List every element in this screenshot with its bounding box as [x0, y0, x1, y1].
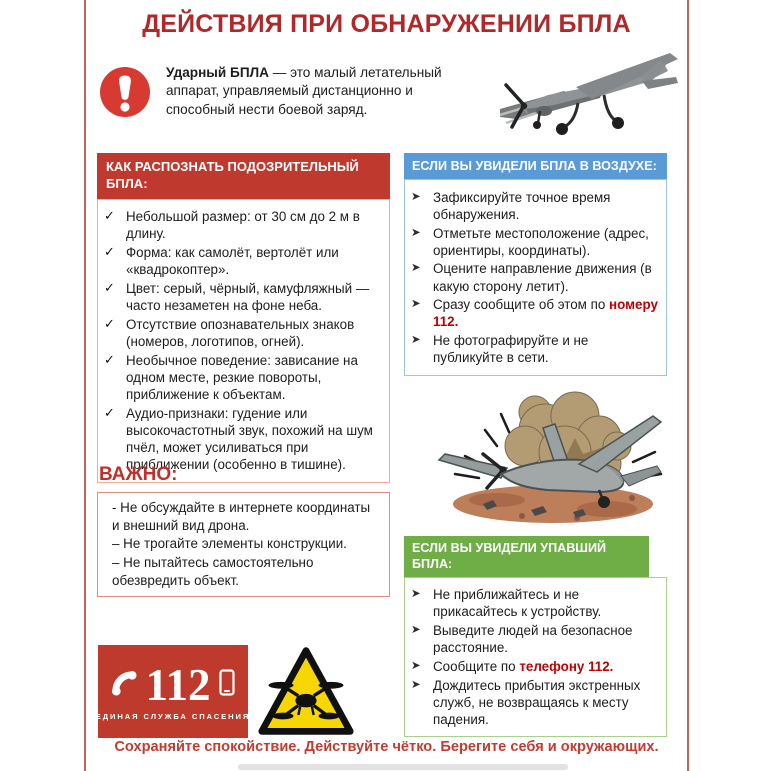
- list-item-text: Отметьте местоположение (адрес, ориентиры, координаты).: [433, 225, 649, 258]
- list-item: [411, 225, 660, 259]
- drone-warning-triangle-sign: [256, 644, 356, 738]
- check-icon: ✓: [104, 404, 115, 420]
- arrowhead-bullet-icon: ➤: [411, 262, 421, 275]
- list-item: [411, 677, 660, 728]
- list-item-text: – Не пытайтесь самостоятельно обезвредить объект.: [112, 554, 314, 588]
- arrowhead-bullet-icon: ➤: [411, 678, 421, 691]
- list-item-text: Выведите людей на безопасное расстояние.: [433, 623, 633, 656]
- list-item: [104, 405, 383, 474]
- arrowhead-bullet-icon: ➤: [411, 298, 421, 311]
- section-uav-fallen: [404, 536, 667, 737]
- list-item-text: Цвет: серый, чёрный, камуфляжный — часто незаметен на фоне неба.: [126, 280, 370, 314]
- page-title: ДЕЙСТВИЯ ПРИ ОБНАРУЖЕНИИ БПЛА: [142, 10, 631, 38]
- list-item-text: Зафиксируйте точное время обнаружения.: [433, 189, 611, 223]
- list-item-text: Аудио-признаки: гудение или высокочастотный звук, похожий на шум пчёл, может усиливаться при приближении (особенно в тишине).: [126, 405, 373, 472]
- arrowhead-bullet-icon: ➤: [411, 624, 421, 637]
- section-uav-fallen-header: ЕСЛИ ВЫ УВИДЕЛИ УПАВШИЙ БПЛА:: [404, 536, 649, 577]
- section-uav-in-air-header: ЕСЛИ ВЫ УВИДЕЛИ БПЛА В ВОЗДУХЕ:: [404, 153, 667, 179]
- emergency-112-box: [95, 645, 251, 738]
- list-item: [106, 535, 381, 553]
- list-item: [104, 280, 383, 314]
- list-item: [411, 260, 660, 294]
- list-item: [411, 658, 660, 675]
- list-item: [411, 189, 660, 223]
- footer-slogan: Сохраняйте спокойствие. Действуйте чётко. Берегите себя и окружающих.: [114, 739, 659, 755]
- uav-definition-body: — это малый летательный аппарат, управляемый дистанционно и способный нести боевой заряд.: [166, 65, 442, 117]
- list-item-text: Не фотографируйте и не публикуйте в сети.: [433, 333, 589, 366]
- list-item-text: Необычное поведение: зависание на одном месте, резкие повороты, приближение к объектам.: [126, 352, 358, 402]
- check-icon: ✓: [104, 315, 115, 331]
- arrowhead-bullet-icon: ➤: [411, 588, 421, 601]
- emergency-caption: ЕДИНАЯ СЛУЖБА СПАСЕНИЯ: [95, 711, 251, 721]
- bottom-edge-strip: [238, 764, 568, 770]
- list-item: [411, 332, 660, 366]
- arrowhead-bullet-icon: ➤: [411, 226, 421, 239]
- arrowhead-bullet-icon: ➤: [411, 659, 421, 672]
- crashed-uav-illustration: [427, 378, 679, 528]
- check-icon: ✓: [104, 279, 115, 295]
- list-item-text: Дождитесь прибытия экстренных служб, не возвращаясь к месту падения.: [433, 677, 641, 727]
- flying-uav-illustration: [492, 47, 688, 147]
- check-icon: ✓: [104, 208, 115, 224]
- recognize-list: [97, 199, 390, 483]
- arrowhead-bullet-icon: ➤: [411, 190, 421, 203]
- section-recognize: [97, 153, 390, 483]
- important-list: [97, 492, 390, 597]
- arrowhead-bullet-icon: ➤: [411, 334, 421, 347]
- list-item: [411, 622, 660, 656]
- section-important-header: ВАЖНО:: [99, 464, 178, 485]
- list-item: [104, 352, 383, 403]
- check-icon: ✓: [104, 351, 115, 367]
- uav-fallen-list: [404, 577, 667, 738]
- list-item-text: – Не трогайте элементы конструкции.: [112, 536, 347, 552]
- exclamation-circle-icon: [99, 66, 151, 118]
- list-item: [104, 244, 383, 278]
- uav-definition-text: [166, 64, 458, 119]
- list-item-text: Небольшой размер: от 30 см до 2 м в длину.: [126, 209, 360, 242]
- list-item-text: Не приближайтесь и не прикасайтесь к устройству.: [433, 587, 602, 620]
- uav-definition-term: Ударный БПЛА: [166, 65, 269, 80]
- list-item: [106, 499, 381, 535]
- list-item-text: Сообщите по телефону 112.: [433, 658, 614, 674]
- list-item: [106, 554, 381, 590]
- list-item-text: Сразу сообщите об этом по номеру 112.: [433, 297, 658, 330]
- phone-handset-icon: [111, 670, 137, 701]
- list-item: [411, 586, 660, 620]
- smartphone-icon: [219, 669, 235, 701]
- list-item-text: Отсутствие опознавательных знаков (номеров, логотипов, огней).: [126, 316, 355, 349]
- list-item: [104, 208, 383, 242]
- list-item-text: - Не обсуждайте в интернете координаты и внешний вид дрона.: [112, 500, 371, 534]
- list-item: [411, 296, 660, 330]
- section-uav-in-air: [404, 153, 667, 376]
- emergency-number: 112: [145, 659, 211, 710]
- uav-in-air-list: [404, 179, 667, 376]
- section-recognize-header: КАК РАСПОЗНАТЬ ПОДОЗРИТЕЛЬНЫЙ БПЛА:: [97, 153, 390, 199]
- check-icon: ✓: [104, 244, 115, 260]
- list-item-text: Оцените направление движения (в какую сторону летит).: [433, 261, 652, 294]
- list-item: [104, 316, 383, 350]
- list-item-text: Форма: как самолёт, вертолёт или «квадрокоптер».: [126, 245, 339, 278]
